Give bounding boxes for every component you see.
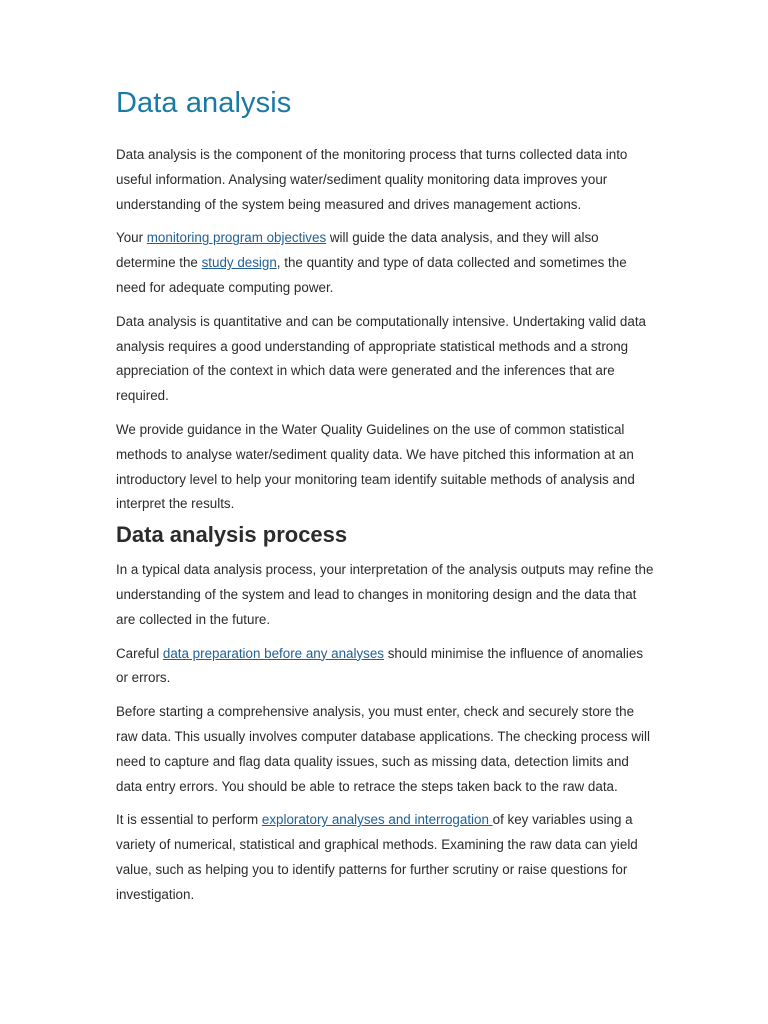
objectives-paragraph (116, 226, 656, 300)
study-design-link[interactable]: study design (201, 255, 277, 271)
text-segment: It is essential to perform (116, 812, 262, 828)
process-paragraph: In a typical data analysis process, your interpretation of the analysis outputs may refine the understanding of the system and lead to changes in monitoring design and the data that are collected in the future. (116, 562, 654, 627)
exploratory-analyses-link[interactable]: exploratory analyses and interrogation (261, 812, 493, 828)
page-title: Data analysis (116, 87, 292, 119)
document-page (116, 84, 656, 917)
raw-data-paragraph: Before starting a comprehensive analysis, you must enter, check and securely store the raw data. This usually involves computer database applications. The checking process will need to capture and flag data quality issues, such as missing data, detection limits and data entry errors. You should be able to retrace the steps taken back to the raw data. (116, 704, 650, 794)
exploratory-paragraph (116, 808, 656, 907)
data-preparation-link[interactable]: data preparation before any analyses (162, 645, 384, 661)
text-segment: Your (116, 230, 147, 246)
text-segment: , the quantity and type of data collected and sometimes the need for adequate computing power. (116, 255, 627, 295)
text-segment: will guide the data analysis, and they will also determine the (116, 230, 599, 271)
section-heading: Data analysis process (116, 522, 348, 548)
monitoring-program-objectives-link[interactable]: monitoring program objectives (146, 230, 327, 246)
guidance-paragraph: We provide guidance in the Water Quality Guidelines on the use of common statistical methods to analyse water/sediment quality data. We have pitched this information at an introductory level to help your monitoring team identify suitable methods of analysis and interpret the results. (116, 421, 635, 512)
text-segment: should minimise the influence of anomalies or errors. (116, 645, 644, 686)
text-segment: of key variables using a variety of numerical, statistical and graphical methods. Examining the raw data can yield value, such as helping you to identify patterns for further scrutiny or raise questions for investigation. (116, 812, 638, 902)
data-preparation-paragraph (116, 642, 656, 692)
intro-paragraph: Data analysis is the component of the monitoring process that turns collected data into useful information. Analysing water/sediment quality monitoring data improves your understanding of the system being measured and drives management actions. (116, 147, 628, 212)
text-segment: Careful (116, 645, 163, 661)
quantitative-paragraph: Data analysis is quantitative and can be computationally intensive. Undertaking valid data analysis requires a good understanding of appropriate statistical methods and a strong appreciation of the context in which data were generated and the inferences that are required. (116, 313, 646, 404)
